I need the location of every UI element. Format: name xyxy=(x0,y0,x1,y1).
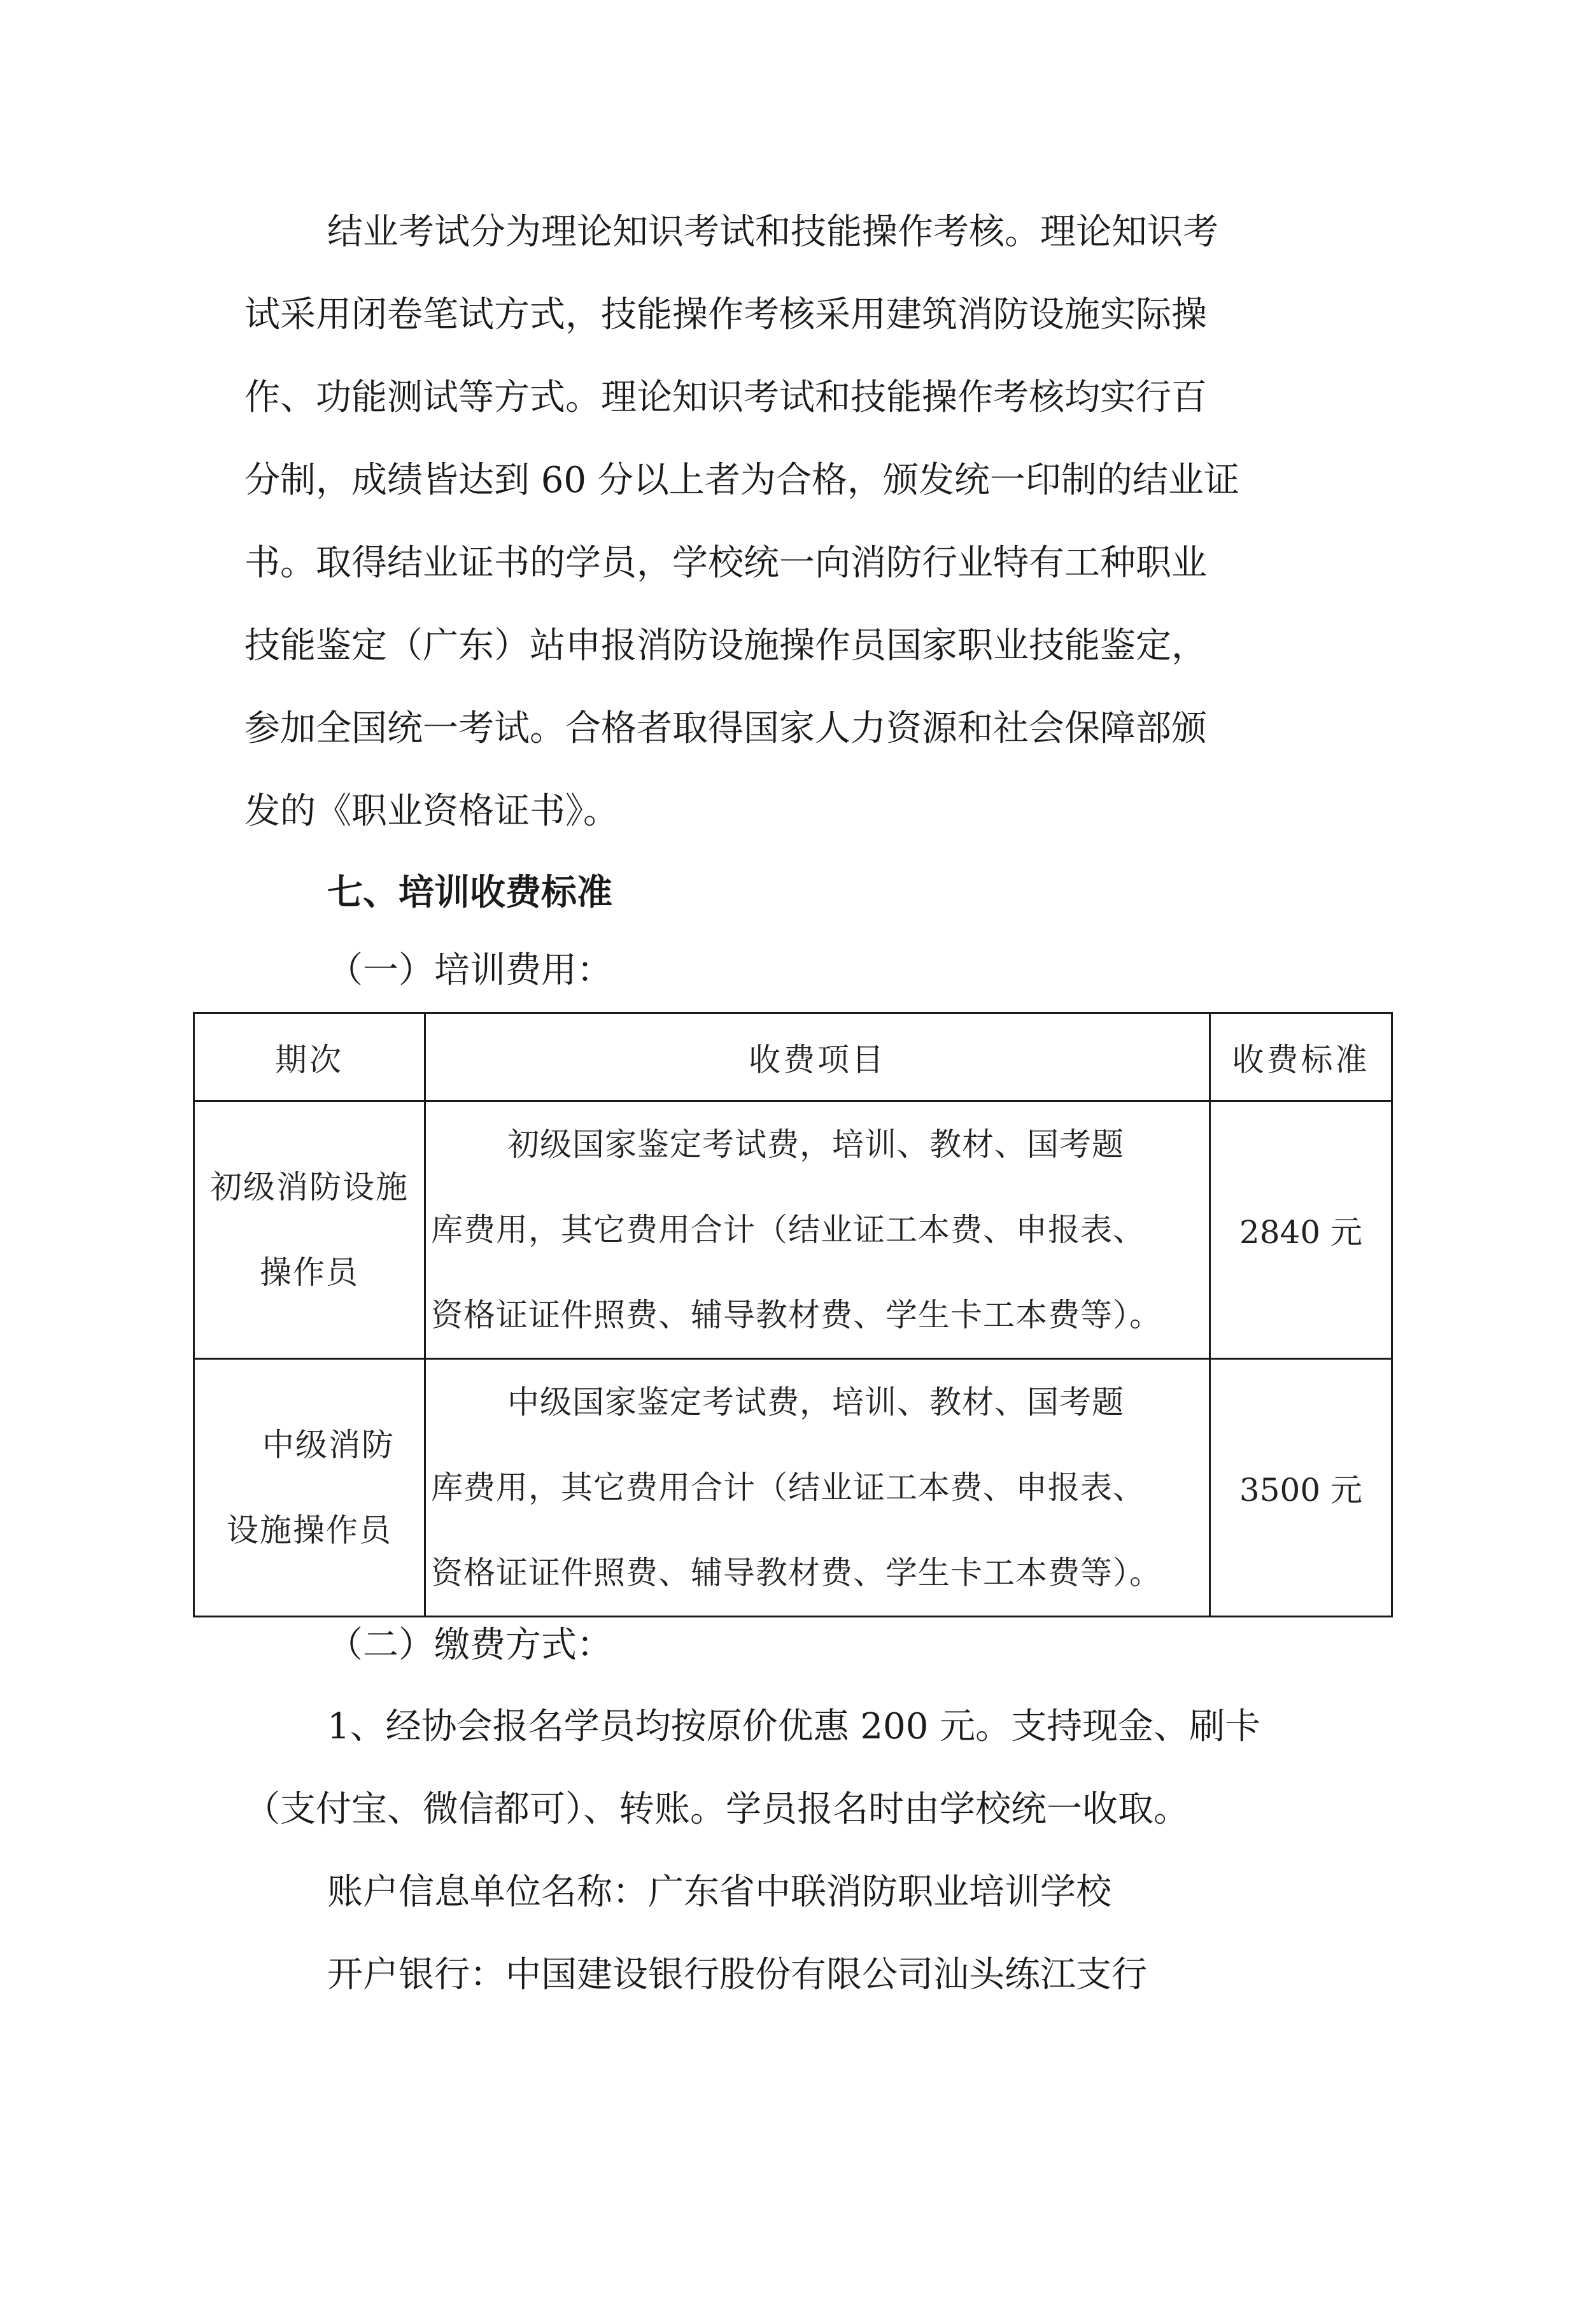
item-line: 资格证证件照费、辅导教材费、学生卡工本费等）。 xyxy=(431,1554,1162,1591)
price-cell: 2840 元 xyxy=(1210,1101,1392,1359)
fee-table xyxy=(193,1012,1393,1617)
period-line: 操作员 xyxy=(260,1254,359,1291)
body-line: 试采用闭卷笔试方式，技能操作考核采用建筑消防设施实际操 xyxy=(244,294,1207,335)
fee-table-header-row xyxy=(194,1013,1392,1101)
body-line: 技能鉴定（广东）站申报消防设施操作员国家职业技能鉴定， xyxy=(244,625,1207,666)
items-cell xyxy=(425,1359,1210,1617)
sub-heading-payment: （二）缴费方式： xyxy=(327,1624,612,1666)
body-line: 书。取得结业证书的学员，学校统一向消防行业特有工种职业 xyxy=(244,542,1207,584)
table-row xyxy=(194,1359,1392,1617)
section-heading: 七、培训收费标准 xyxy=(327,872,612,913)
body-line: 分制，成绩皆达到 60 分以上者为合格，颁发统一印制的结业证 xyxy=(244,460,1239,501)
items-cell xyxy=(425,1101,1210,1359)
body-line: 发的《职业资格证书》。 xyxy=(244,791,619,832)
body-line: 结业考试分为理论知识考试和技能操作考核。理论知识考 xyxy=(327,211,1218,253)
item-line: 中级国家鉴定考试费，培训、教材、国考题 xyxy=(507,1384,1124,1421)
item-line: 库费用，其它费用合计（结业证工本费、申报表、 xyxy=(431,1469,1145,1506)
body-line: 参加全国统一考试。合格者取得国家人力资源和社会保障部颁 xyxy=(244,708,1207,749)
table-row xyxy=(194,1101,1392,1359)
sub-heading-fees: （一）培训费用： xyxy=(327,950,612,991)
header-items: 收费项目 xyxy=(425,1013,1210,1101)
payment-line: （支付宝、微信都可）、转账。学员报名时由学校统一收取。 xyxy=(244,1789,1189,1830)
period-line: 初级消防设施 xyxy=(210,1169,409,1206)
body-line: 作、功能测试等方式。理论知识考试和技能操作考核均实行百 xyxy=(244,377,1207,418)
item-line: 初级国家鉴定考试费，培训、教材、国考题 xyxy=(507,1126,1124,1163)
item-line: 库费用，其它费用合计（结业证工本费、申报表、 xyxy=(431,1211,1145,1248)
header-period: 期次 xyxy=(194,1013,425,1101)
period-line: 设施操作员 xyxy=(227,1512,392,1549)
period-line: 中级消防 xyxy=(262,1426,395,1463)
payment-line: 1、经协会报名学员均按原价优惠 200 元。支持现金、刷卡 xyxy=(327,1706,1261,1747)
account-name: 账户信息单位名称：广东省中联消防职业培训学校 xyxy=(327,1871,1111,1913)
period-cell xyxy=(194,1101,425,1359)
bank-name: 开户银行：中国建设银行股份有限公司汕头练江支行 xyxy=(327,1954,1147,1996)
period-cell xyxy=(194,1359,425,1617)
item-line: 资格证证件照费、辅导教材费、学生卡工本费等）。 xyxy=(431,1297,1162,1334)
header-price: 收费标准 xyxy=(1210,1013,1392,1101)
price-cell: 3500 元 xyxy=(1210,1359,1392,1617)
